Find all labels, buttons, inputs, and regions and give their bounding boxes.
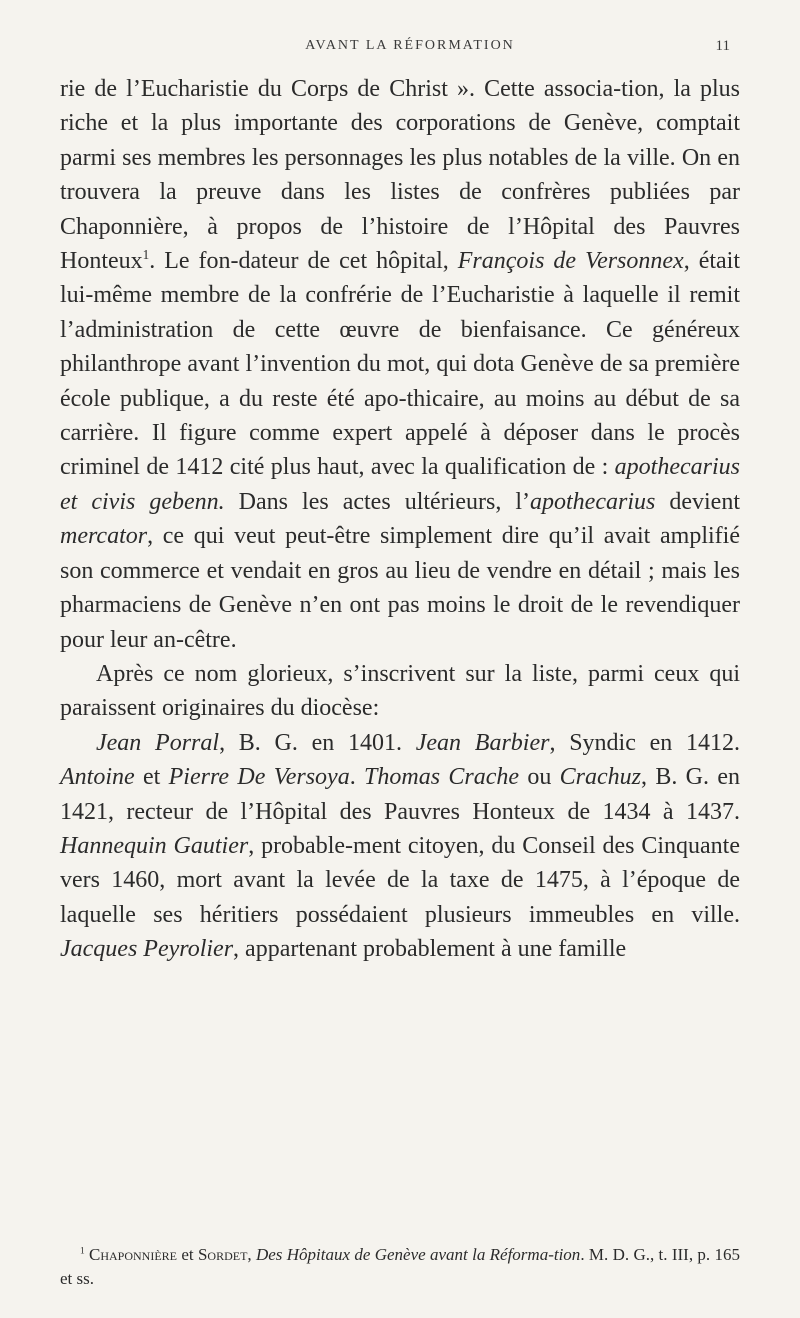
body-text	[60, 72, 740, 967]
page-number: 11	[715, 38, 730, 54]
text-run: devient	[655, 488, 741, 515]
text-run: , ce qui veut peut-être simplement dire qu’il avait amplifié son commerce et vendait en gros au lieu de vendre en détail ; mais les pharmaciens de Genève n’en ont pas moins le droit de le revendiquer pour leur an-cêtre.	[60, 523, 740, 653]
text-run: , probable-ment citoyen, du Conseil des Cinquante vers 1460, mort avant la levée de la taxe de 1475, à l’époque de laquelle ses héritiers possédaient plusieurs immeubles en ville.	[60, 832, 740, 928]
italic-text: Pierre De Versoya	[168, 764, 350, 791]
italic-text: Jean Porral	[96, 729, 220, 756]
text-run: .	[349, 764, 365, 791]
running-head	[90, 38, 730, 58]
text-run: , appartenant probablement à une famille	[233, 936, 627, 963]
italic-text: apothecarius et civis gebenn.	[60, 454, 740, 515]
paragraph-1	[60, 72, 740, 657]
text-run: ,	[247, 1245, 256, 1264]
text-run: , B. G. en 1401.	[219, 729, 416, 756]
italic-text: Hannequin Gautier	[60, 832, 249, 859]
italic-text: mercator	[60, 523, 148, 550]
paragraph-2	[60, 657, 740, 726]
italic-text: apothecarius	[530, 488, 656, 515]
text-run: rie de l’Eucharistie du Corps de Christ ». Cette associa-tion, la plus riche et la plus importante des corporations de Genève, comptait parmi ses membres les personnages les plus notables de la ville. On en trouvera la preuve dans les listes de confrères publiées par Chaponnière, à propos de l’histoire de l’Hôpital des Pauvres Honteux	[60, 76, 740, 275]
text-run: . M. D. G., t. III, p. 165 et ss.	[60, 1245, 740, 1288]
text-run: . Le fon-dateur de cet hôpital,	[149, 248, 458, 275]
text-run: , Syndic en 1412.	[549, 729, 741, 756]
italic-text: Jean Barbier	[415, 729, 550, 756]
italic-text: Crachuz	[559, 764, 642, 791]
italic-text: Thomas Crache	[364, 764, 520, 791]
italic-text: Des Hôpitaux de Genève avant la Réforma-tion	[255, 1245, 581, 1264]
running-title: AVANT LA RÉFORMATION	[305, 38, 515, 53]
italic-text: François de Versonnex	[457, 248, 684, 275]
text-run: et	[177, 1245, 198, 1264]
text-run: Après ce nom glorieux, s’inscrivent sur la liste, parmi ceux qui paraissent originaires du diocèse:	[60, 660, 740, 722]
text-run: et	[134, 764, 169, 791]
text-run: Dans les actes ultérieurs, l’	[224, 488, 531, 515]
text-run: ou	[519, 764, 560, 791]
text-run: , B. G. en 1421, recteur de l’Hôpital des Pauvres Honteux de 1434 à 1437.	[60, 764, 740, 825]
text-run: , était lui-même membre de la confrérie de l’Eucharistie à laquelle il remit l’administration de cette œuvre de bienfaisance. Ce généreux philanthrope avant l’invention du mot, qui dota Genève de sa première école publique, a du reste été apo-thicaire, au moins au début de sa carrière. Il figure comme expert appelé à déposer dans le procès criminel de 1412 cité plus haut, avec la qualification de :	[60, 248, 741, 481]
small-caps-text: Sordet	[197, 1245, 248, 1264]
paragraph-3	[60, 726, 740, 967]
footnote-marker: 1	[142, 247, 150, 263]
footnote-1	[60, 1243, 740, 1291]
small-caps-text: Chaponnière	[89, 1245, 178, 1264]
footnote-marker: 1	[80, 1246, 85, 1257]
italic-text: Jacques Peyrolier	[60, 936, 234, 963]
italic-text: Antoine	[60, 764, 135, 791]
